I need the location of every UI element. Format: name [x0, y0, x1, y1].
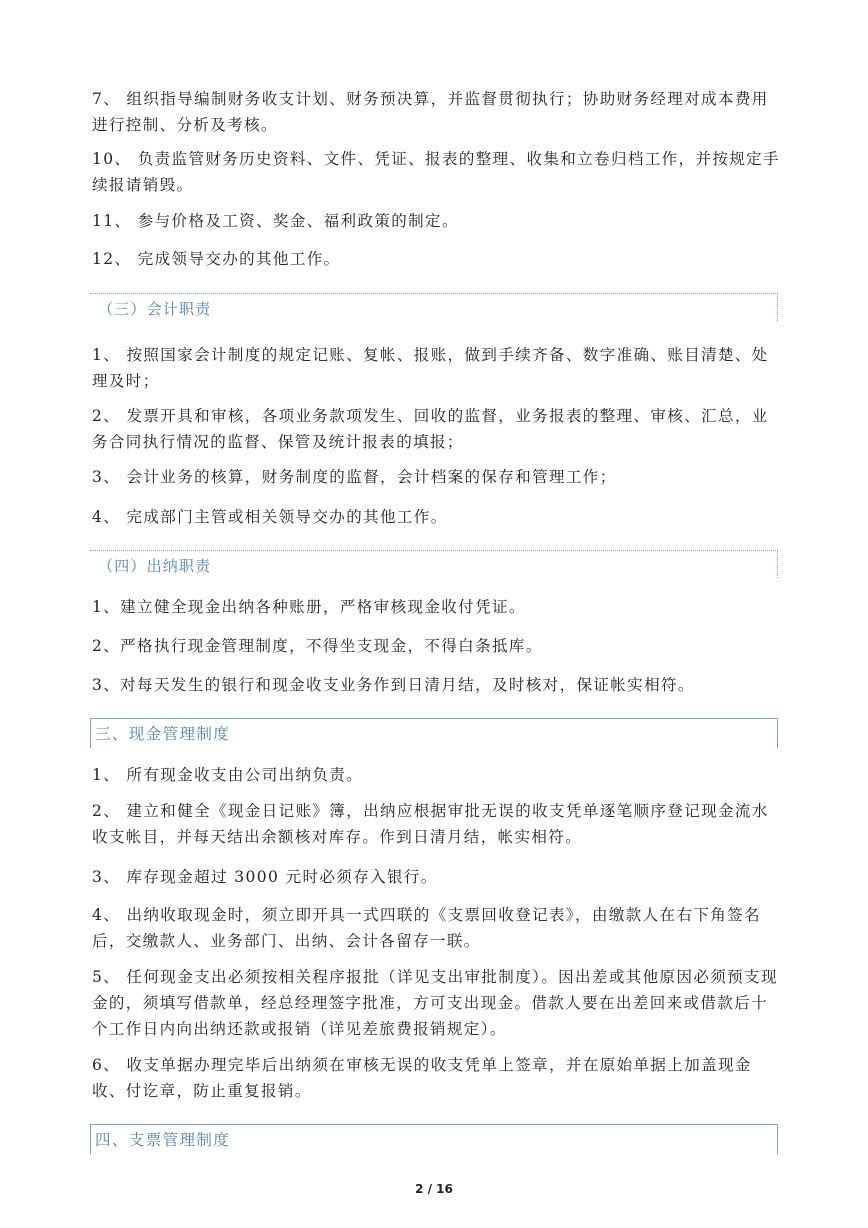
cash-item-2: 2、 建立和健全《现金日记账》簿，出纳应根据审批无误的收支凭单逐笔顺序登记现金流水收支帐目，并每天结出余额核对库存。作到日清月结，帐实相符。 — [92, 802, 769, 846]
accounting-item-3: 3、 会计业务的核算，财务制度的监督，会计档案的保存和管理工作； — [92, 468, 617, 486]
heading-accounting-duties: （三）会计职责 — [90, 293, 778, 321]
heading-cashier-duties: （四）出纳职责 — [90, 550, 778, 578]
paragraph-item-10: 10、 负责监管财务历史资料、文件、凭证、报表的整理、收集和立卷归档工作，并按规定手续报请销毁。 — [92, 150, 780, 194]
paragraph-item-11: 11、 参与价格及工资、奖金、福利政策的制定。 — [92, 212, 459, 230]
cash-item-6: 6、 收支单据办理完毕后出纳须在审核无误的收支凭单上签章，并在原始单据上加盖现金收、付讫章，防止重复报销。 — [92, 1056, 752, 1100]
heading-cash-management: 三、现金管理制度 — [90, 718, 778, 748]
cash-item-3: 3、 库存现金超过 3000 元时必须存入银行。 — [92, 868, 438, 886]
page-number: 2 / 16 — [415, 1182, 453, 1196]
cash-item-5: 5、 任何现金支出必须按相关程序报批（详见支出审批制度）。因出差或其他原因必须预支现金的，须填写借款单，经总经理签字批准，方可支出现金。借款人要在出差回来或借款后十个工作日内向出纳还款或报销（详见差旅费报销规定）。 — [92, 968, 778, 1038]
paragraph-item-12: 12、 完成领导交办的其他工作。 — [92, 250, 341, 268]
cashier-item-3: 3、对每天发生的银行和现金收支业务作到日清月结，及时核对，保证帐实相符。 — [92, 676, 695, 694]
cashier-item-2: 2、严格执行现金管理制度，不得坐支现金，不得白条抵库。 — [92, 637, 543, 655]
heading-check-management: 四、支票管理制度 — [90, 1124, 778, 1154]
cash-item-1: 1、 所有现金收支由公司出纳负责。 — [92, 766, 364, 784]
paragraph-item-7: 7、 组织指导编制财务收支计划、财务预决算，并监督贯彻执行；协助财务经理对成本费用进行控制、分析及考核。 — [92, 90, 769, 134]
accounting-item-2: 2、 发票开具和审核，各项业务款项发生、回收的监督，业务报表的整理、审核、汇总，业务合同执行情况的监督、保管及统计报表的填报； — [92, 407, 769, 451]
accounting-item-4: 4、 完成部门主管或相关领导交办的其他工作。 — [92, 508, 448, 526]
accounting-item-1: 1、 按照国家会计制度的规定记账、复帐、报账，做到手续齐备、数字准确、账目清楚、处理及时； — [92, 346, 769, 390]
cashier-item-1: 1、建立健全现金出纳各种账册，严格审核现金收付凭证。 — [92, 598, 526, 616]
cash-item-4: 4、 出纳收取现金时，须立即开具一式四联的《支票回收登记表》，由缴款人在右下角签名后，交缴款人、业务部门、出纳、会计各留存一联。 — [92, 906, 761, 950]
